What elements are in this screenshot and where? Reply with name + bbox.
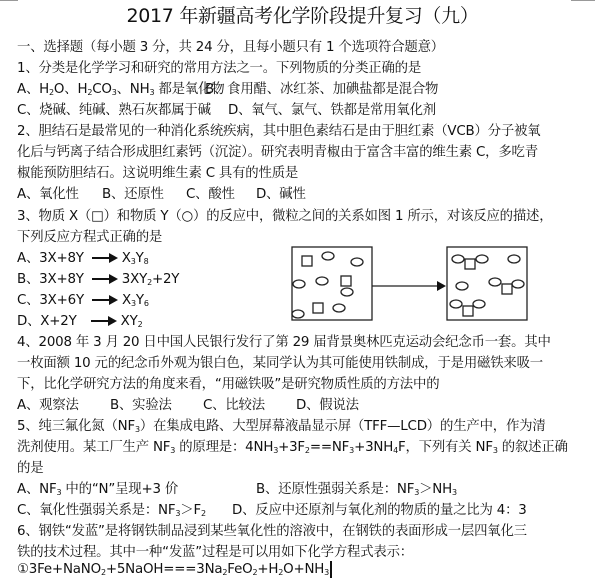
q2-option-a: A、氧化性 <box>17 187 79 202</box>
reaction-arrow-icon <box>91 316 117 326</box>
q5-option-a: A、$NF_3$ 中的“N”呈现+3 价 <box>17 482 179 497</box>
reaction-arrow-icon <box>92 253 118 263</box>
q5-line-3: 的是 <box>17 461 44 476</box>
q1-option-b: B、食用醋、冰红茶、加碘盐都是混合物 <box>205 82 439 97</box>
q2-line-2: 化后与钙离子结合形成胆红素钙（沉淀）。研究表明青椒由于富含丰富的维生素 C，多吃青 <box>17 145 538 160</box>
q6-line-2: 铁的技术过程。其中一种“发蓝”过程是可以用如下化学方程式表示： <box>17 545 414 560</box>
q3-option-d: D、X+2Y $XY_2$ <box>17 314 143 329</box>
q4-option-a: A、观察法 <box>17 398 79 413</box>
q5-option-b: B、还原性强弱关系是：$NF_3>NH_3$ <box>256 482 457 497</box>
q5-line-1: 5、纯三氟化氮$(NF_3)$在集成电路、大型屏幕液晶显示屏（TFF—LCD）的生产中，作为清 <box>17 419 546 434</box>
q3-line-1: 3、物质 X（□）和物质 Y（○）的反应中，微粒之间的关系如图 1 所示，对该反应的描述， <box>17 209 553 224</box>
q3-line-2: 下列反应方程式正确的是 <box>17 230 163 245</box>
text-cursor <box>330 561 332 578</box>
q5-line-2: 洗剂使用。某工厂生产 $NF_3$ 的原理是：$4NH_3+3F_2==NF_3+3NH_4F$，下列有关 $NF_3$ 的叙述正确 <box>17 440 568 455</box>
q3-option-c: C、3X+6Y $X_3Y_6$ <box>17 293 149 308</box>
q4-line-1: 4、2008 年 3 月 20 日中国人民银行发行了第 29 届背景奥林匹克运动会纪念币一套。其中 <box>17 335 551 350</box>
q2-line-1: 2、胆结石是最常见的一种消化系统疾病，其中胆色素结石是由于胆红素（VCB）分子被氧 <box>17 124 541 139</box>
q4-option-c: C、比较法 <box>203 398 265 413</box>
q1-option-c: C、烧碱、纯碱、熟石灰都属于碱 <box>17 103 211 118</box>
q1-option-a: A、$H_2O$、$H_2CO_3$、$NH_3$ 都是氧化物 <box>17 82 225 97</box>
page-title: 2017 年新疆高考化学阶段提升复习（九） <box>126 5 479 27</box>
q4-option-d: D、假说法 <box>296 398 359 413</box>
reaction-arrow-icon <box>92 274 118 284</box>
q4-line-3: 下，比化学研究方法的角度来看，“用磁铁吸”是研究物质性质的方法中的 <box>17 377 440 392</box>
margin-mark-left <box>0 0 18 1</box>
q5-option-c: C、氧化性强弱关系是：$NF_3>F_2$ <box>17 503 206 518</box>
q2-option-c: C、酸性 <box>186 187 235 202</box>
q3-option-a: A、3X+8Y $X_3Y_8$ <box>17 251 149 266</box>
q2-line-3: 椒能预防胆结石。这说明维生素 C 具有的性质是 <box>17 166 299 181</box>
product-box <box>447 247 527 320</box>
q5-option-d: D、反应中还原剂与氧化剂的物质的量之比为 4：3 <box>232 503 527 518</box>
reaction-diagram <box>288 244 534 326</box>
q2-option-b: B、还原性 <box>102 187 164 202</box>
reaction-arrow-icon <box>92 295 118 305</box>
margin-mark-right <box>571 0 595 1</box>
q2-option-d: D、碱性 <box>256 187 306 202</box>
q1-stem: 1、分类是化学学习和研究的常用方法之一。下列物质的分类正确的是 <box>17 61 422 76</box>
section-heading: 一、选择题（每小题 3 分，共 24 分，且每小题只有 1 个选项符合题意） <box>17 40 444 55</box>
q1-option-d: D、氧气、氯气、铁都是常用氧化剂 <box>228 103 436 118</box>
q6-line-1: 6、钢铁“发蓝”是将钢铁制品浸到某些氧化性的溶液中，在钢铁的表面形成一层四氧化三 <box>17 524 527 539</box>
q3-option-b: B、3X+8Y $3XY_2+2Y$ <box>17 272 180 287</box>
q6-equation-1: $①3Fe+NaNO_2+5NaOH===3Na_2FeO_2+H_2O+NH_3$ <box>17 559 332 580</box>
q4-option-b: B、实验法 <box>110 398 172 413</box>
q4-line-2: 一枚面额 10 元的纪念币外观为银白色，某同学认为其可能使用铁制成，于是用磁铁来吸一 <box>17 356 543 371</box>
